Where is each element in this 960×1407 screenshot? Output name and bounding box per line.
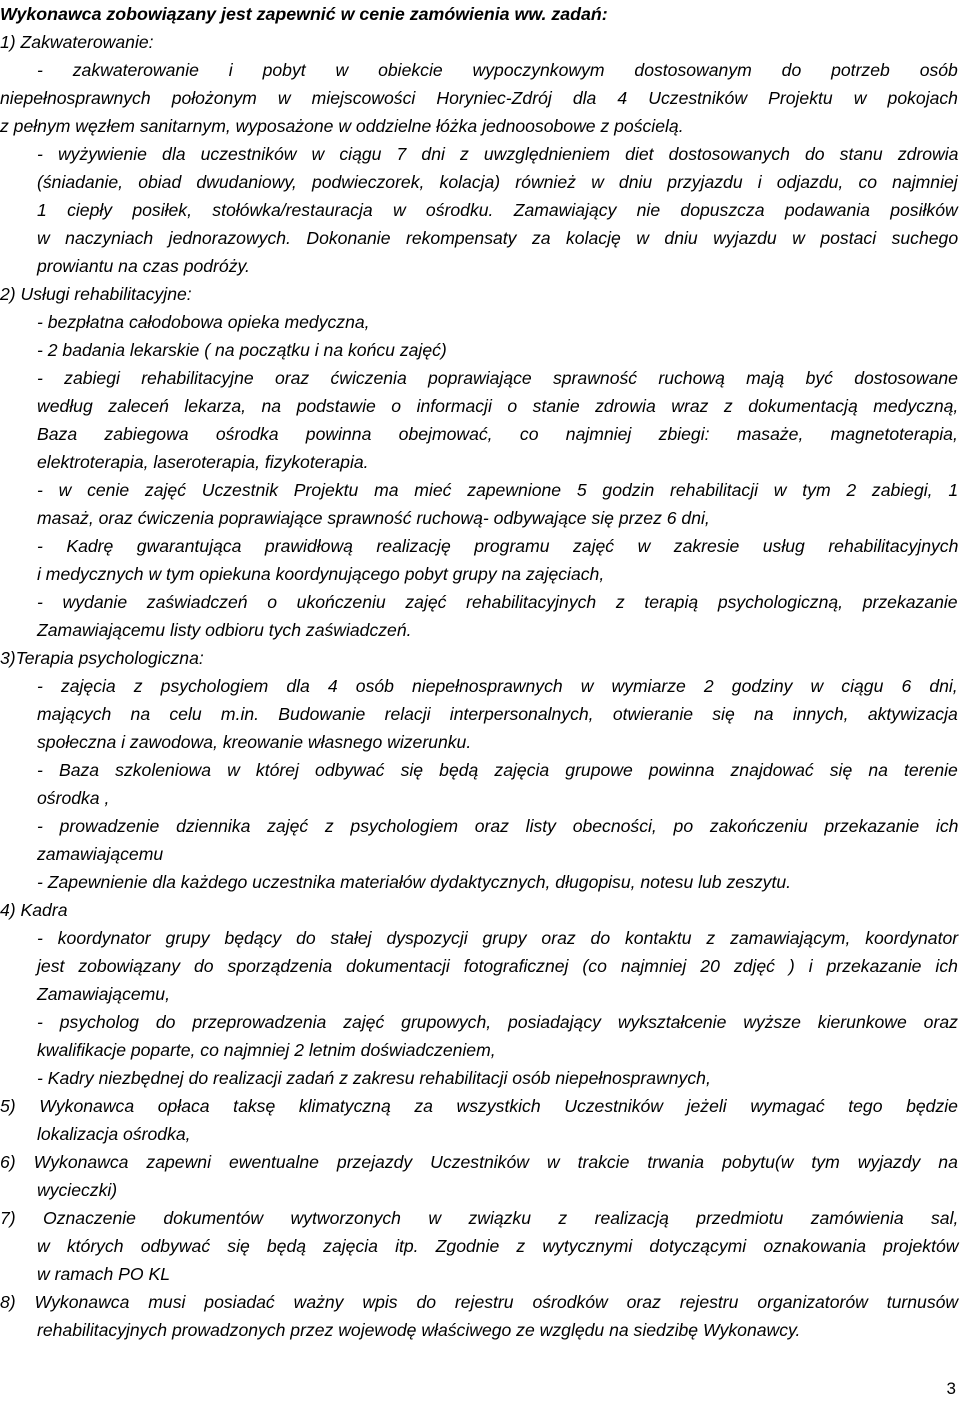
text-line: i medycznych w tym opiekuna koordynującego pobyt grupy na zajęciach, [37, 564, 605, 584]
text-line: - wydanie zaświadczeń o ukończeniu zajęć rehabilitacyjnych z terapią psychologiczną, przekazanie [37, 592, 958, 612]
text-line: - wyżywienie dla uczestników w ciągu 7 dni z uwzględnieniem diet dostosowanych do stanu zdrowia [37, 144, 959, 164]
text-line: w których odbywać się będą zajęcia itp. Zgodnie z wytycznymi dotyczącymi oznakowania projektów [37, 1236, 959, 1256]
page-number: 3 [946, 1379, 956, 1398]
text-line: - Kadry niezbędnej do realizacji zadań z zakresu rehabilitacji osób niepełnosprawnych, [37, 1068, 711, 1088]
text-line: 2) Usługi rehabilitacyjne: [0, 284, 192, 304]
text-line: 5) Wykonawca opłaca taksę klimatyczną za wszystkich Uczestników jeżeli wymagać tego będzie [0, 1096, 958, 1116]
text-line: 8) Wykonawca musi posiadać ważny wpis do rejestru ośrodków oraz rejestru organizatorów turnusów [0, 1292, 959, 1312]
text-line: Zamawiającemu listy odbioru tych zaświadczeń. [37, 620, 412, 640]
text-line: 1 ciepły posiłek, stołówka/restauracja w ośrodku. Zamawiający nie dopuszcza podawania posiłków [37, 200, 958, 220]
text-line: 4) Kadra [0, 900, 68, 920]
text-line: w naczyniach jednorazowych. Dokonanie rekompensaty za kolację w dniu wyjazdu w postaci suchego [37, 228, 959, 248]
text-line: - Zapewnienie dla każdego uczestnika materiałów dydaktycznych, długopisu, notesu lub zeszytu. [37, 872, 792, 892]
text-line: - zabiegi rehabilitacyjne oraz ćwiczenia poprawiające sprawność ruchową mają być dostosowane [37, 368, 958, 388]
text-line: lokalizacja ośrodka, [37, 1124, 191, 1144]
text-line: - prowadzenie dziennika zajęć z psychologiem oraz listy obecności, po zakończeniu przekazanie ich [37, 816, 959, 836]
text-line: - bezpłatna całodobowa opieka medyczna, [37, 312, 370, 332]
text-line: - zakwaterowanie i pobyt w obiekcie wypoczynkowym dostosowanym do potrzeb osób [37, 60, 958, 80]
text-line: według zaleceń lekarza, na podstawie o informacji o stanie zdrowia wraz z dokumentacją medyczną, [37, 396, 959, 416]
text-line: niepełnosprawnych położonym w miejscowości Horyniec-Zdrój dla 4 Uczestników Projektu w pokojach [0, 88, 958, 108]
text-line: ośrodka , [37, 788, 110, 808]
text-line: prowiantu na czas podróży. [37, 256, 250, 276]
text-line: - w cenie zajęć Uczestnik Projektu ma mieć zapewnione 5 godzin rehabilitacji w tym 2 zabiegi, 1 [37, 480, 959, 500]
text-line: 6) Wykonawca zapewni ewentualne przejazdy Uczestników w trakcie trwania pobytu(w tym wyjazdy na [0, 1152, 958, 1172]
document-heading: Wykonawca zobowiązany jest zapewnić w cenie zamówienia ww. zadań: [0, 4, 608, 24]
text-line: - Kadrę gwarantująca prawidłową realizację programu zajęć w zakresie usług rehabilitacyjnych [37, 536, 959, 556]
text-line: zamawiającemu [37, 844, 164, 864]
text-line: - zajęcia z psychologiem dla 4 osób niepełnosprawnych w wymiarze 2 godziny w ciągu 6 dni, [37, 676, 958, 696]
text-line: 7) Oznaczenie dokumentów wytworzonych w związku z realizacją przedmiotu zamówienia sal, [0, 1208, 959, 1228]
text-line: w ramach PO KL [37, 1264, 170, 1284]
text-line: Zamawiającemu, [37, 984, 170, 1004]
text-line: elektroterapia, laseroterapia, fizykoterapia. [37, 452, 369, 472]
text-line: społeczna i zawodowa, kreowanie własnego wizerunku. [37, 732, 472, 752]
text-line: (śniadanie, obiad dwudaniowy, podwieczorek, kolacja) również w dniu przyjazdu i odjazdu, co najmniej [37, 172, 958, 192]
text-line: wycieczki) [37, 1180, 118, 1200]
text-line: jest zobowiązany do sporządzenia dokumentacji fotograficznej (co najmniej 20 zdjęć ) i przekazanie ich [37, 956, 958, 976]
text-line: - Baza szkoleniowa w której odbywać się będą zajęcia grupowe powinna znajdować się na terenie [37, 760, 958, 780]
text-line: masaż, oraz ćwiczenia poprawiające sprawność ruchową- odbywające się przez 6 dni, [37, 508, 710, 528]
text-line: - psycholog do przeprowadzenia zajęć grupowych, posiadający wykształcenie wyższe kierunkowe oraz [37, 1012, 958, 1032]
text-line: kwalifikacje poparte, co najmniej 2 letnim doświadczeniem, [37, 1040, 496, 1060]
text-line: rehabilitacyjnych prowadzonych przez wojewodę właściwego ze względu na siedzibę Wykonawcy. [37, 1320, 801, 1340]
text-line: Baza zabiegowa ośrodka powinna obejmować, co najmniej zbiegi: masaże, magnetoterapia, [37, 424, 958, 444]
text-line: 3)Terapia psychologiczna: [0, 648, 204, 668]
text-line: - koordynator grupy będący do stałej dyspozycji grupy oraz do kontaktu z zamawiającym, koordynator [37, 928, 959, 948]
text-line: 1) Zakwaterowanie: [0, 32, 154, 52]
text-line: z pełnym węzłem sanitarnym, wyposażone w oddzielne łóżka jednoosobowe z pościelą. [0, 116, 684, 136]
text-line: - 2 badania lekarskie ( na początku i na końcu zajęć) [37, 340, 447, 360]
text-line: mających na celu m.in. Budowanie relacji interpersonalnych, otwieranie się na innych, aktywizacja [37, 704, 958, 724]
